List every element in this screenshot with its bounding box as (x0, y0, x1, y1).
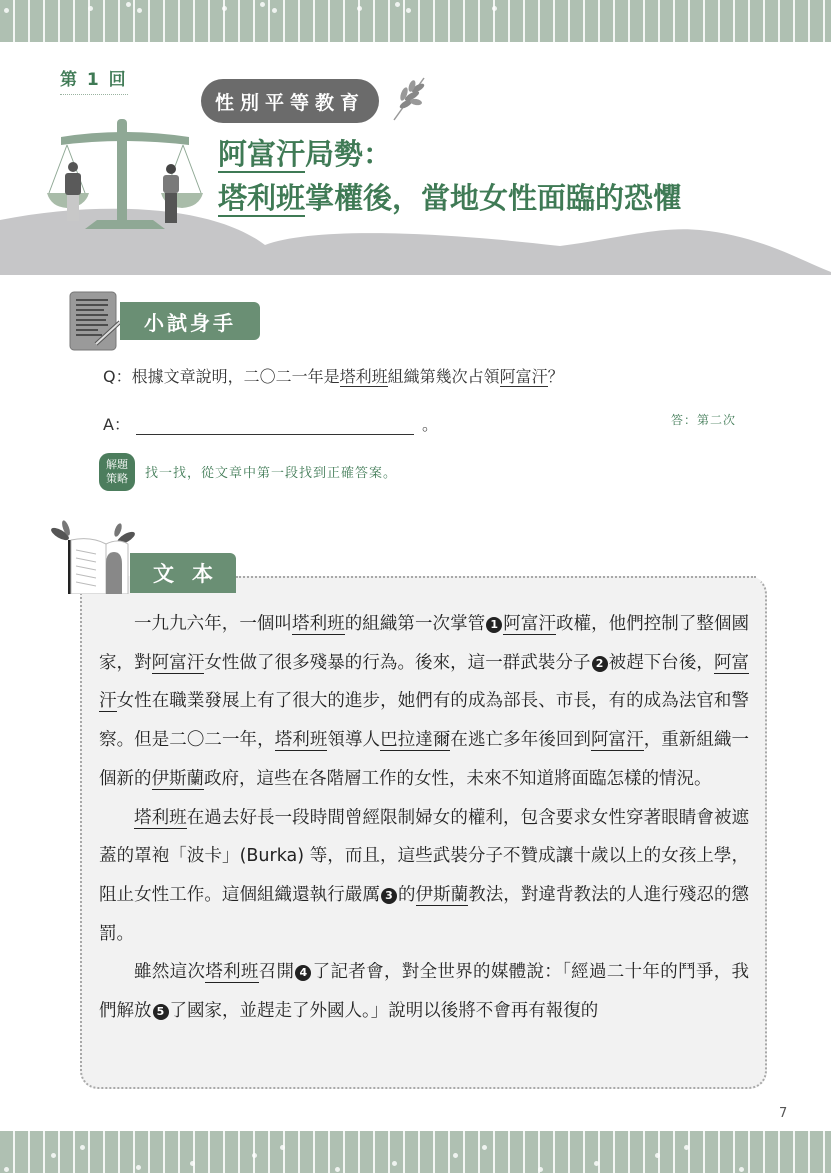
open-book-icon (46, 518, 138, 594)
top-stripe-banner (0, 0, 831, 42)
paragraph-3: 雖然這次塔利班召開 4 了記者會，對全世界的媒體說：「經過二十年的鬥爭，我們解放 5 了國家，並趕走了外國人。」說明以後將不會再有報復的 (99, 962, 750, 1022)
paragraph-1: 一九九六年，一個叫塔利班的組織第一次掌管 1 阿富汗政權，他們控制了整個國家，對阿富汗女性做了很多殘暴的行為。後來，這一群武裝分子 2 被趕下台後，阿富汗女性在職業發展上有了很大的進步，她們有的成為部長、市長，有的成為法官和警察。但是二〇二一年，塔利班領導人巴拉達爾在逃亡多年後回到阿富汗，重新組織一個新的伊斯蘭政府，這些在各階層工作的女性，未來不知道將面臨怎樣的情況。 (99, 614, 750, 789)
footnote-marker: 3 (381, 888, 397, 904)
footnote-marker: 1 (486, 617, 502, 633)
question-text: Q：根據文章說明，二〇二一年是塔利班組織第幾次占領阿富汗？ (103, 367, 564, 386)
footnote-marker: 5 (153, 1004, 169, 1020)
category-label: 性別平等教育 (201, 79, 379, 123)
leaf-icon (390, 74, 430, 122)
page-number: 7 (779, 1106, 788, 1121)
strategy-badge: 解題 策略 (99, 453, 135, 491)
footnote-marker: 4 (295, 965, 311, 981)
text-section-label: 文本 (130, 553, 236, 593)
answer-input[interactable] (136, 409, 414, 435)
article-box-border (236, 576, 756, 578)
answer-key: 答：第二次 (671, 413, 737, 427)
lesson-number: 第 1 回 (60, 65, 128, 95)
paragraph-2: 塔利班在過去好長一段時間曾經限制婦女的權利，包含要求女性穿著眼睛會被遮蓋的罩袍「波卡」(Burka) 等，而且，這些武裝分子不贊成讓十歲以上的女孩上學，阻止女性工作。這個組織還執行嚴厲 3 的伊斯蘭教法，對違背教法的人進行殘忍的懲罰。 (99, 807, 750, 944)
balance-scale-illustration (45, 115, 205, 240)
title-line-2: 塔利班掌權後，當地女性面臨的恐懼 (218, 181, 683, 215)
page-title (218, 132, 682, 220)
title-line-1: 阿富汗局勢： (218, 137, 393, 171)
answer-line: A： 。 (103, 409, 438, 435)
strategy-hint: 找一找，從文章中第一段找到正確答案。 (145, 466, 398, 481)
document-pencil-icon (68, 290, 123, 352)
bottom-stripe-banner (0, 1131, 831, 1173)
quiz-section-label: 小試身手 (120, 302, 260, 340)
article-body (99, 605, 749, 1031)
footnote-marker: 2 (592, 656, 608, 672)
